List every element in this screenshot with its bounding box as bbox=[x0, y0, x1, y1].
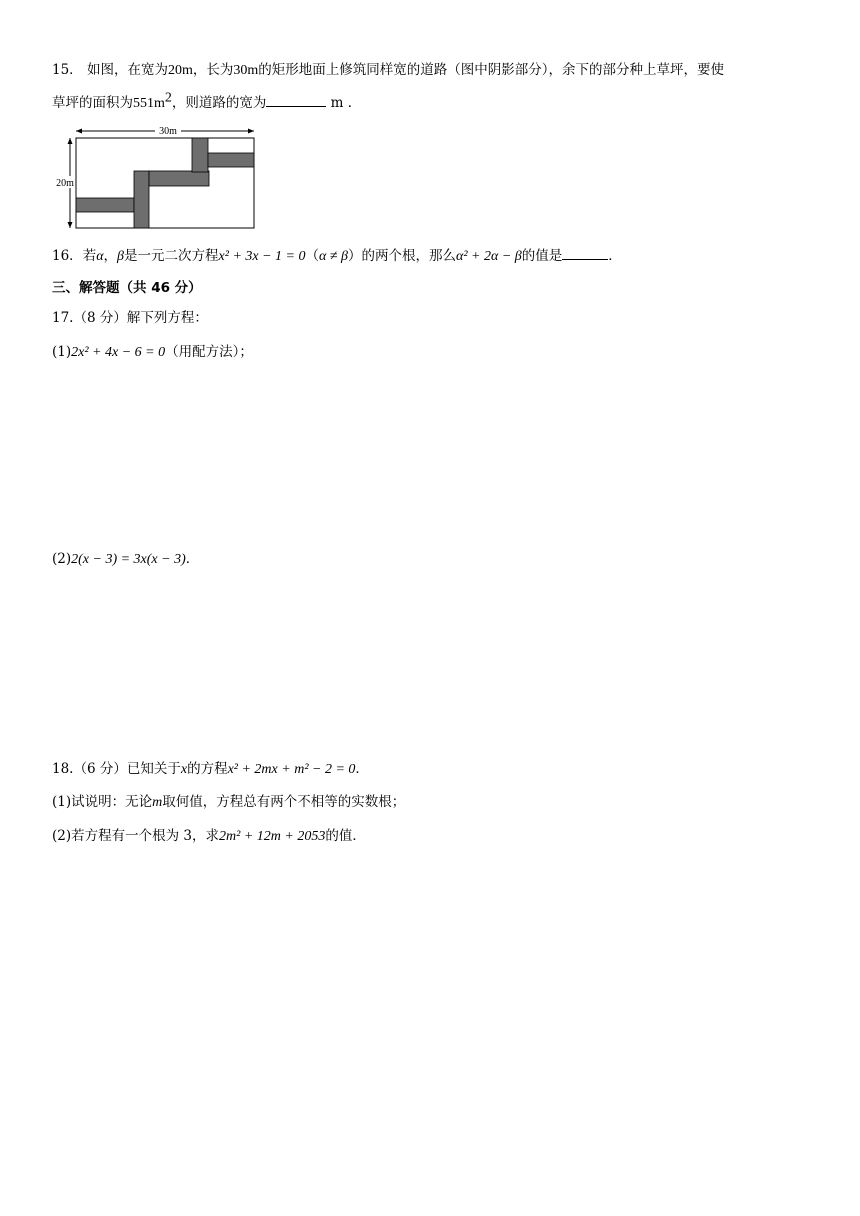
q17-header: 17.（8 分）解下列方程： bbox=[52, 310, 208, 326]
q16-condition: α ≠ β bbox=[319, 249, 349, 264]
period: ． bbox=[608, 248, 622, 264]
q17-part1-note: （用配方法）； bbox=[165, 344, 253, 360]
q18-text: 的方程 bbox=[187, 761, 228, 777]
part-label: (2) bbox=[52, 551, 72, 567]
q16-expression: α² + 2α − β bbox=[456, 249, 522, 264]
arrow-left-icon bbox=[76, 129, 82, 134]
q16-number: 16． bbox=[52, 248, 83, 264]
q15-area-exponent: 2 bbox=[164, 90, 172, 106]
q15-text: 如图，在宽为 bbox=[86, 62, 168, 78]
q18-part1 bbox=[52, 792, 405, 813]
q17-part1 bbox=[52, 342, 253, 363]
q15-area: 551m bbox=[133, 96, 165, 111]
arrow-right-icon bbox=[248, 129, 254, 134]
q16-equation: x² + 3x − 1 = 0 bbox=[218, 249, 306, 264]
q15-figure bbox=[52, 122, 262, 232]
var-m: m bbox=[152, 795, 163, 810]
figure-side-label: 20m bbox=[56, 178, 74, 189]
q15-line1 bbox=[52, 60, 724, 81]
q15-text: 草坪的面积为 bbox=[52, 95, 133, 111]
q18-header bbox=[52, 759, 369, 780]
q15-line2 bbox=[52, 92, 361, 114]
q18-expression: 2m² + 12m + 2053 bbox=[219, 829, 326, 844]
beta: β bbox=[117, 249, 125, 264]
comma: ， bbox=[103, 248, 118, 264]
q18-text: 18.（6 分）已知关于 bbox=[52, 761, 181, 777]
q18-text: 取何值，方程总有两个不相等的实数根； bbox=[162, 794, 406, 810]
q18-text: (2)若方程有一个根为 3，求 bbox=[52, 828, 220, 844]
q16-text: 是一元二次方程 bbox=[124, 248, 219, 264]
q17-part2-equation: 2(x − 3) = 3x(x − 3) bbox=[71, 552, 186, 567]
answer-blank bbox=[562, 245, 608, 260]
q16-line bbox=[52, 245, 622, 267]
alpha: α bbox=[96, 249, 104, 264]
q15-number: 15． bbox=[52, 62, 83, 78]
q15-text: ，长为 bbox=[192, 62, 234, 78]
q17-part1-equation: 2x² + 4x − 6 = 0 bbox=[71, 345, 166, 360]
q16-text: 的两个根，那么 bbox=[361, 248, 457, 264]
q15-width: 20m bbox=[167, 63, 193, 78]
paren: （ bbox=[305, 248, 319, 264]
part-label: (1) bbox=[52, 344, 72, 360]
q18-text: (1)试说明：无论 bbox=[52, 794, 153, 810]
paren: ） bbox=[348, 248, 362, 264]
arrow-down-icon bbox=[68, 222, 73, 228]
q18-part2 bbox=[52, 826, 366, 847]
period: ． bbox=[355, 761, 369, 777]
q16-text: 若 bbox=[82, 248, 97, 264]
q16-text: 的值是 bbox=[521, 248, 563, 264]
arrow-up-icon bbox=[68, 138, 73, 144]
q15-unit: m ． bbox=[326, 95, 362, 111]
q18-equation: x² + 2mx + m² − 2 = 0 bbox=[227, 762, 356, 777]
q15-length: 30m bbox=[233, 63, 259, 78]
answer-blank bbox=[266, 92, 326, 107]
q17-part2 bbox=[52, 549, 199, 570]
period: ． bbox=[185, 551, 200, 567]
q15-text: 的矩形地面上修筑同样宽的道路（图中阴影部分），余下的部分种上草坪，要使 bbox=[258, 62, 725, 78]
section-title: 三、解答题（共 46 分） bbox=[52, 280, 202, 296]
q15-text: ，则道路的宽为 bbox=[171, 95, 267, 111]
var-x: x bbox=[180, 762, 188, 777]
figure-top-label: 30m bbox=[159, 126, 177, 137]
q18-text: 的值． bbox=[325, 828, 366, 844]
